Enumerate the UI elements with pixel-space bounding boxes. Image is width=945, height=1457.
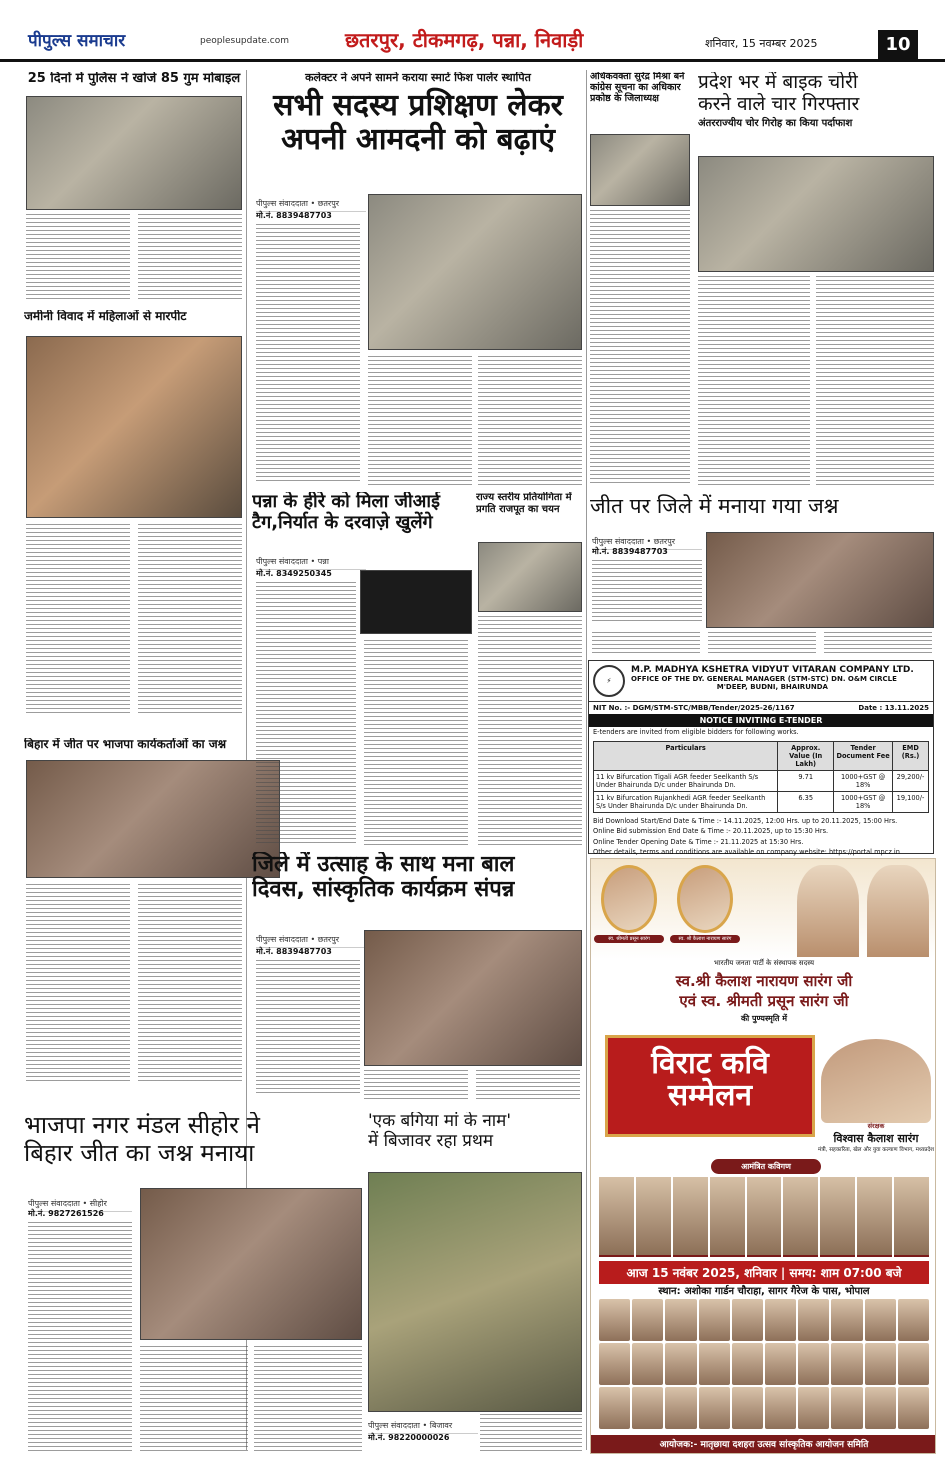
story-bike-theft (698, 72, 934, 154)
photo-congress (590, 134, 690, 206)
byline-reporter: पीपुल्स संवाददाता (256, 935, 308, 944)
supporter-photo (632, 1343, 663, 1385)
office-name: OFFICE OF THE DY. GENERAL MANAGER (STM-STC) DN. O&M CIRCLE (631, 675, 897, 683)
kavi-sammelan-advert (590, 858, 936, 1454)
reporter-mobile: मो.नं. 8839487703 (256, 211, 332, 220)
organizer-name: विश्वास कैलाश सारंग (833, 1132, 919, 1145)
nit-line (589, 701, 933, 714)
byline-place: पन्ना (317, 557, 329, 566)
article-text (138, 524, 242, 714)
byline-reporter: पीपुल्स संवाददाता (256, 557, 308, 566)
leader-photo (867, 865, 929, 957)
photo-fish-parlour (368, 194, 582, 350)
cell-particulars: 11 kv Bifurcation Rujankhedi AGR feeder Seelkanth S/s Under Bhairunda D/c under Bhairunda Dn. (594, 791, 778, 812)
poet-photo (710, 1177, 745, 1257)
page-number: 10 (878, 30, 918, 60)
portrait-kailash-sarang (677, 865, 733, 933)
photo-children-day (364, 930, 582, 1066)
poet-name (783, 1255, 818, 1257)
headline-line-1: प्रदेश भर में बाइक चोरी (698, 72, 858, 93)
supporter-photo (632, 1387, 663, 1429)
story-diamond (252, 492, 472, 548)
supporter-photo (732, 1343, 763, 1385)
poets-label: आमंत्रित कविगण (711, 1159, 821, 1174)
cell-value: 6.35 (778, 791, 834, 812)
column-header: Particulars (594, 741, 778, 770)
article-text (364, 1070, 468, 1100)
website-line[interactable]: Other details, terms and conditions are available on company website: https://portal.mpcz.in (593, 848, 900, 857)
story-fish-parlour (252, 72, 584, 192)
photo-student (478, 542, 582, 612)
headline-line-1: 'एक बगिया मां के नाम' (368, 1112, 511, 1131)
notice-title: NOTICE INVITING E-TENDER (589, 714, 933, 727)
cell-fee: 1000+GST @ 18% (834, 791, 893, 812)
supporter-photo (831, 1343, 862, 1385)
bid-download-line: Bid Download Start/End Date & Time :- 14.11.2025, 12:00 Hrs. up to 20.11.2025, 15:00 Hrs. (593, 816, 898, 825)
supporter-photo (798, 1343, 829, 1385)
supporter-photo (732, 1299, 763, 1341)
photo-diamonds (360, 570, 472, 634)
reporter-mobile: मो.नं. 8349250345 (256, 569, 332, 578)
supporter-photo (765, 1343, 796, 1385)
supporters-grid (599, 1299, 929, 1429)
poet-name (710, 1255, 745, 1257)
byline: पीपुल्स संवाददाता • पन्ना (256, 554, 366, 570)
reporter-mobile: मो.नं. 9827261526 (28, 1209, 104, 1218)
story-bagiya (368, 1112, 584, 1172)
portrait-caption: स्व. श्रीमती प्रसून सारंग (594, 935, 664, 943)
byline-reporter: पीपुल्स संवाददाता (592, 537, 644, 546)
reporter-mobile: मो.नं. 8839487703 (256, 947, 332, 956)
headline-line-2: अपनी आमदनी को बढ़ाएं (281, 122, 555, 158)
headline-line-1: भाजपा नगर मंडल सीहोर ने (24, 1112, 260, 1139)
poet-photo (636, 1177, 671, 1257)
article-text (590, 210, 690, 486)
tribute-line-1: स्व.श्री कैलाश नारायण सारंग जी (675, 972, 853, 990)
byline: पीपुल्स संवाददाता • छतरपुर (592, 534, 702, 550)
photo-mobile-recovery (26, 96, 242, 210)
headline: जमीनी विवाद में महिलाओं से मारपीट (24, 310, 187, 323)
article-text (478, 616, 582, 846)
article-text (480, 1414, 582, 1452)
office-address: M'DEEP, BUDNI, BHAIRUNDA (716, 683, 828, 691)
headline-line-2: करने वाले चार गिरफ्तार (698, 92, 860, 115)
cell-value: 9.71 (778, 770, 834, 791)
article-text (478, 356, 582, 486)
nit-date: Date : 13.11.2025 (858, 704, 929, 712)
column-header: Approx. Value (In Lakh) (778, 741, 834, 770)
cell-emd: 19,100/- (893, 791, 929, 812)
byline-reporter: पीपुल्स संवाददाता (256, 199, 308, 208)
poet-name (673, 1255, 708, 1257)
headline-line-1: जिले में उत्साह के साथ मना बाल (252, 852, 515, 877)
poet-name (857, 1255, 892, 1257)
supporter-photo (898, 1387, 929, 1429)
supporter-photo (699, 1343, 730, 1385)
tender-notice (588, 660, 934, 857)
article-text (26, 524, 130, 714)
headline: राज्य स्तरीय प्रतियोगिता में प्रगति राजपूत का चयन (476, 492, 572, 515)
story-congress (590, 72, 694, 132)
article-text (816, 276, 934, 486)
supporter-photo (798, 1299, 829, 1341)
portrait-caption: स्व. श्री कैलाश नारायण सारंग (670, 935, 740, 943)
edition-cities: छतरपुर, टीकमगढ़, पन्ना, निवाड़ी (345, 28, 584, 52)
poet-photo (673, 1177, 708, 1257)
event-title-line-1: विराट कवि (651, 1046, 769, 1081)
table-row (594, 791, 929, 812)
tribute-line-3: की पुण्यस्मृति में (740, 1014, 788, 1023)
bid-submission-line: Online Bid submission End Date & Time :- 20.11.2025, up to 15:30 Hrs. (593, 827, 829, 836)
event-venue: स्थान: अशोका गार्डन चौराहा, सागर गैरेज के पास, भोपाल (658, 1286, 870, 1297)
story-sehore (24, 1112, 364, 1188)
supporter-photo (798, 1387, 829, 1429)
poet-photo (820, 1177, 855, 1257)
cell-particulars: 11 kv Bifurcation Tigali AGR feeder Seelkanth S/s Under Bhairunda D/c under Bhairunda Dn. (594, 770, 778, 791)
event-datetime: आज 15 नवंबर 2025, शनिवार | समय: शाम 07:00 बजे (599, 1261, 929, 1284)
supporter-photo (865, 1387, 896, 1429)
article-text (592, 632, 700, 654)
article-text (592, 560, 702, 624)
article-text (256, 960, 360, 1096)
supporter-photo (599, 1387, 630, 1429)
article-text (254, 1346, 362, 1452)
photo-plantation (368, 1172, 582, 1412)
supporter-photo (632, 1299, 663, 1341)
byline-place: छतरपुर (653, 537, 676, 546)
byline-reporter: पीपुल्स संवाददाता (368, 1421, 420, 1430)
byline-place: छतरपुर (317, 199, 340, 208)
headline: अधिकवक्ता सुरेंद्र मिश्रा बने कांग्रेस सूचना का अधिकार प्रकोष्ठ के जिलाध्यक्ष (590, 72, 685, 104)
story-children-day (252, 852, 584, 926)
event-title (605, 1035, 815, 1137)
headline: जीत पर जिले में मनाया गया जश्न (590, 494, 839, 518)
supporter-photo (665, 1343, 696, 1385)
photo-bihar-celebration (706, 532, 934, 628)
reporter-mobile: मो.नं. 98220000026 (368, 1433, 450, 1442)
supporter-photo (831, 1299, 862, 1341)
story-bihar-celebration (590, 494, 934, 528)
poet-photo (599, 1177, 634, 1257)
nit-number: NIT No. :- DGM/STM-STC/MBB/Tender/2025-26/1167 (593, 704, 795, 712)
supporter-photo (665, 1387, 696, 1429)
tender-opening-line: Online Tender Opening Date & Time :- 21.11.2025 at 15:30 Hrs. (593, 837, 804, 846)
poet-name (820, 1255, 855, 1257)
headline-line-2: बिहार जीत का जश्न मनाया (24, 1138, 255, 1167)
sponsor-line: भारतीय जनता पार्टी के संस्थापक सदस्य (713, 959, 815, 967)
byline: पीपुल्स संवाददाता • छतरपुर (256, 196, 366, 212)
tender-header (589, 661, 933, 701)
issue-date: शनिवार, 15 नवम्बर 2025 (705, 37, 818, 50)
column-header: EMD (Rs.) (893, 741, 929, 770)
photo-bjp-celebration (26, 760, 280, 878)
article-text (708, 632, 816, 654)
article-text (26, 884, 130, 1084)
headline: 25 दिनों में पुलिस ने खोजे 85 गुम मोबाइल (27, 72, 241, 86)
column-rule (586, 70, 587, 1450)
article-text (138, 214, 242, 302)
supporter-photo (665, 1299, 696, 1341)
organizer-photo (821, 1039, 931, 1123)
article-text (824, 632, 932, 654)
poet-name (894, 1255, 929, 1257)
article-text (28, 1222, 132, 1452)
table-header-row (594, 741, 929, 770)
poet-photo (857, 1177, 892, 1257)
supporter-photo (898, 1299, 929, 1341)
supporter-photo (765, 1387, 796, 1429)
supporter-photo (732, 1387, 763, 1429)
kicker: कलेक्टर ने अपने सामने कराया स्मार्ट फिश पार्लर स्थापित (305, 72, 531, 84)
article-text (140, 1346, 248, 1452)
byline-place: छतरपुर (317, 935, 340, 944)
article-text (138, 884, 242, 1084)
subhead: अंतरराज्यीय चोर गिरोह का किया पर्दाफाश (698, 117, 853, 129)
supporter-photo (865, 1343, 896, 1385)
photo-sehore-celebration (140, 1188, 362, 1340)
ad-organizer-footer: आयोजक:- मातृछाया दशहरा उत्सव सांस्कृतिक आयोजन समिति (591, 1435, 936, 1454)
website-url[interactable]: peoplesupdate.com (200, 36, 289, 46)
table-row (594, 770, 929, 791)
article-text (256, 224, 360, 484)
company-name: M.P. MADHYA KSHETRA VIDYUT VITARAN COMPANY LTD. (631, 665, 914, 675)
supporter-photo (865, 1299, 896, 1341)
masthead (0, 0, 945, 62)
tribute-line-2: एवं स्व. श्रीमती प्रसून सारंग जी (679, 992, 849, 1010)
poet-name (636, 1255, 671, 1257)
tender-intro: E-tenders are invited from eligible bidders for following works. (593, 728, 799, 736)
supporter-photo (599, 1343, 630, 1385)
article-text (368, 356, 472, 486)
article-text (256, 582, 356, 846)
leader-photo (797, 865, 859, 957)
headline-line-2: दिवस, सांस्कृतिक कार्यक्रम संपन्न (252, 877, 515, 903)
story-bjp-bihar (24, 738, 284, 760)
article-text (364, 640, 468, 846)
article-text (26, 214, 130, 302)
byline: पीपुल्स संवाददाता • बिजावर (368, 1418, 478, 1434)
photo-bike-theft (698, 156, 934, 272)
story-state-competition (476, 492, 584, 542)
poet-photo (747, 1177, 782, 1257)
cell-fee: 1000+GST @ 18% (834, 770, 893, 791)
headline: बिहार में जीत पर भाजपा कार्यकर्ताओं का जश्न (24, 738, 227, 751)
poet-photo (894, 1177, 929, 1257)
portrait-prasun-sarang (601, 865, 657, 933)
supporter-photo (699, 1299, 730, 1341)
event-title-line-2: सम्मेलन (667, 1077, 753, 1113)
byline-reporter: पीपुल्स संवाददाता (28, 1199, 80, 1208)
story-land (24, 310, 244, 334)
supporter-photo (699, 1387, 730, 1429)
poet-name (747, 1255, 782, 1257)
byline: पीपुल्स संवाददाता • सीहोर (28, 1196, 132, 1212)
organizer-role: संरक्षक (867, 1122, 885, 1130)
byline-place: बिजावर (429, 1421, 453, 1430)
headline-line-2: टैग,निर्यात के दरवाज़े खुलेंगे (252, 511, 433, 533)
photo-land-dispute (26, 336, 242, 518)
supporter-photo (599, 1299, 630, 1341)
poets-row (599, 1177, 929, 1257)
headline-line-1: सभी सदस्य प्रशिक्षण लेकर (273, 87, 563, 123)
supporter-photo (831, 1387, 862, 1429)
column-header: Tender Document Fee (834, 741, 893, 770)
cell-emd: 29,200/- (893, 770, 929, 791)
supporter-photo (765, 1299, 796, 1341)
headline-line-1: पन्ना के हीरे को मिला जीआई (252, 492, 440, 512)
organizer-desc: मंत्री, सहकारिता, खेल और युवा कल्याण विभाग, मध्यप्रदेश (817, 1147, 935, 1153)
company-logo-icon: ⚡ (593, 665, 625, 697)
poet-photo (783, 1177, 818, 1257)
article-text (476, 1070, 580, 1100)
article-text (698, 276, 810, 486)
reporter-mobile: मो.नं. 8839487703 (592, 547, 668, 556)
supporter-photo (898, 1343, 929, 1385)
poet-name (599, 1255, 634, 1257)
byline: पीपुल्स संवाददाता • छतरपुर (256, 932, 366, 948)
byline-place: सीहोर (89, 1199, 107, 1208)
paper-logo: पीपुल्स समाचार (28, 31, 126, 51)
headline-line-2: में बिजावर रहा प्रथम (368, 1130, 493, 1151)
tender-table (593, 741, 929, 813)
